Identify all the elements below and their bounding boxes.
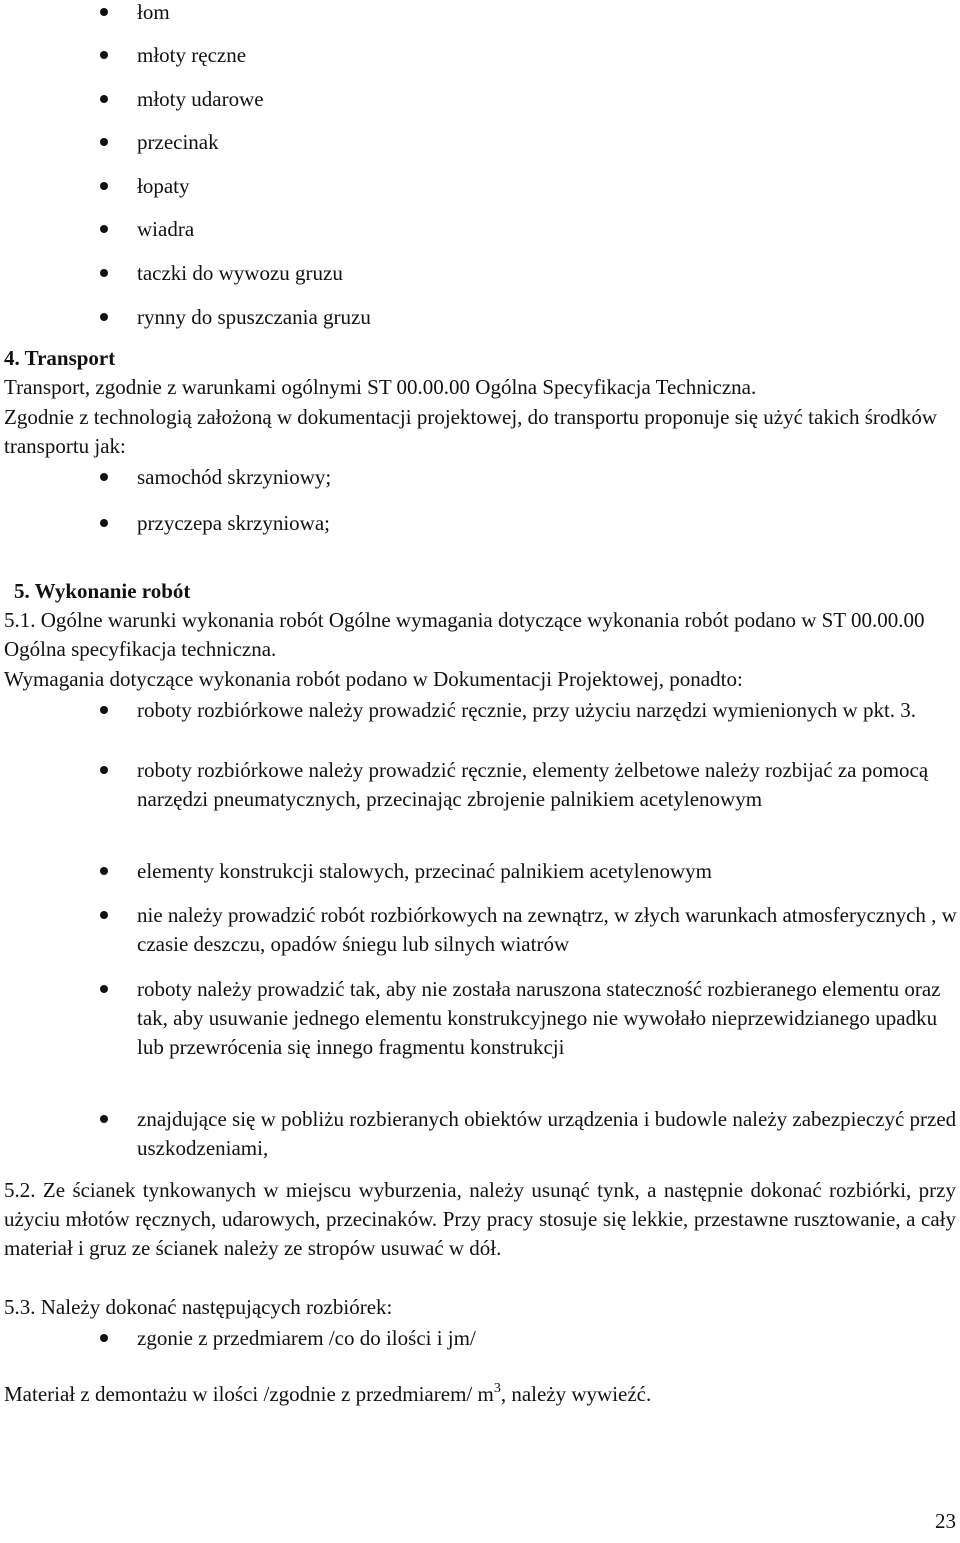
bullet-icon [100, 225, 108, 233]
paragraph-5-2: 5.2. Ze ścianek tynkowanych w miejscu wyburzenia, należy usunąć tynk, a następnie dokonać rozbiórki, przy użyciu młotów ręcznych, udarowych, przecinaków. Przy pracy stosuje się lekkie, przestawne rusztowanie, a cały materiał i gruz ze ścianek należy ze stropów usuwać w dół. [4, 1178, 956, 1260]
bullet-icon [100, 138, 108, 146]
list-item-text: wiadra [137, 217, 195, 241]
material-text-after: , należy wywieźć. [500, 1382, 652, 1406]
transport-paragraph-2: Zgodnie z technologią założoną w dokumentacji projektowej, do transportu proponuje się użyć takich środków transportu jak: [4, 405, 938, 458]
list-item-text: znajdujące się w pobliżu rozbieranych obiektów urządzenia i budowle należy zabezpieczyć przed uszkodzeniami, [137, 1107, 957, 1160]
list-item-text: roboty należy prowadzić tak, aby nie została naruszona stateczność rozbieranego elementu oraz tak, aby usuwanie jednego elementu konstrukcyjnego nie wywołało nieprzewidzianego upadku lub przewrócenia się innego fragmentu konstrukcji [137, 977, 941, 1059]
paragraph-5-3: 5.3. Należy dokonać następujących rozbiórek: [4, 1295, 393, 1319]
list-item-text: młoty ręczne [137, 43, 247, 67]
list-item-text: rynny do spuszczania gruzu [137, 305, 371, 329]
section-heading-wykonanie: 5. Wykonanie robót [14, 579, 191, 603]
bullet-icon [100, 95, 108, 103]
transport-paragraph-1: Transport, zgodnie z warunkami ogólnymi ST 00.00.00 Ogólna Specyfikacja Techniczna. [4, 375, 757, 399]
bullet-icon [100, 985, 108, 993]
bullet-icon [100, 1334, 108, 1342]
list-item-text: roboty rozbiórkowe należy prowadzić ręcznie, elementy żelbetowe należy rozbijać za pomocą narzędzi pneumatycznych, przecinając zbrojenie palnikiem acetylenowym [137, 758, 929, 811]
list-item-text: łom [137, 0, 170, 24]
paragraph-5-1: 5.1. Ogólne warunki wykonania robót Ogólne wymagania dotyczące wykonania robót podano w ST 00.00.00 Ogólna specyfikacja techniczna. [4, 608, 925, 661]
bullet-icon [100, 706, 108, 714]
bullet-icon [100, 1115, 108, 1123]
material-disposal-note [4, 1380, 956, 1409]
page-number: 23 [935, 1509, 956, 1533]
bullet-icon [100, 867, 108, 875]
bullet-icon [100, 51, 108, 59]
list-item-text: przecinak [137, 130, 219, 154]
list-item-text: taczki do wywozu gruzu [137, 261, 343, 285]
bullet-icon [100, 313, 108, 321]
list-item-text: elementy konstrukcji stalowych, przecinać palnikiem acetylenowym [137, 859, 712, 883]
bullet-icon [100, 269, 108, 277]
bullet-icon [100, 911, 108, 919]
material-text-before: Materiał z demontażu w ilości /zgodnie z przedmiarem/ m [4, 1382, 494, 1406]
bullet-icon [100, 519, 108, 527]
list-item-text: przyczepa skrzyniowa; [137, 511, 330, 535]
material-unit-exponent: 3 [493, 1381, 501, 1396]
section-heading-transport: 4. Transport [4, 346, 116, 370]
bullet-icon [100, 182, 108, 190]
list-item-text: zgonie z przedmiarem /co do ilości i jm/ [137, 1326, 476, 1350]
bullet-icon [100, 766, 108, 774]
list-item-text: nie należy prowadzić robót rozbiórkowych na zewnątrz, w złych warunkach atmosferycznych , w czasie deszczu, opadów śniegu lub silnych wiatrów [137, 903, 957, 956]
list-item-text: samochód skrzyniowy; [137, 465, 332, 489]
list-item-text: młoty udarowe [137, 87, 264, 111]
list-item-text: łopaty [137, 174, 190, 198]
list-item-text: roboty rozbiórkowe należy prowadzić ręcznie, przy użyciu narzędzi wymienionych w pkt. 3. [137, 698, 917, 722]
bullet-icon [100, 8, 108, 16]
paragraph-5-1-requirements: Wymagania dotyczące wykonania robót podano w Dokumentacji Projektowej, ponadto: [4, 667, 743, 691]
bullet-icon [100, 473, 108, 481]
